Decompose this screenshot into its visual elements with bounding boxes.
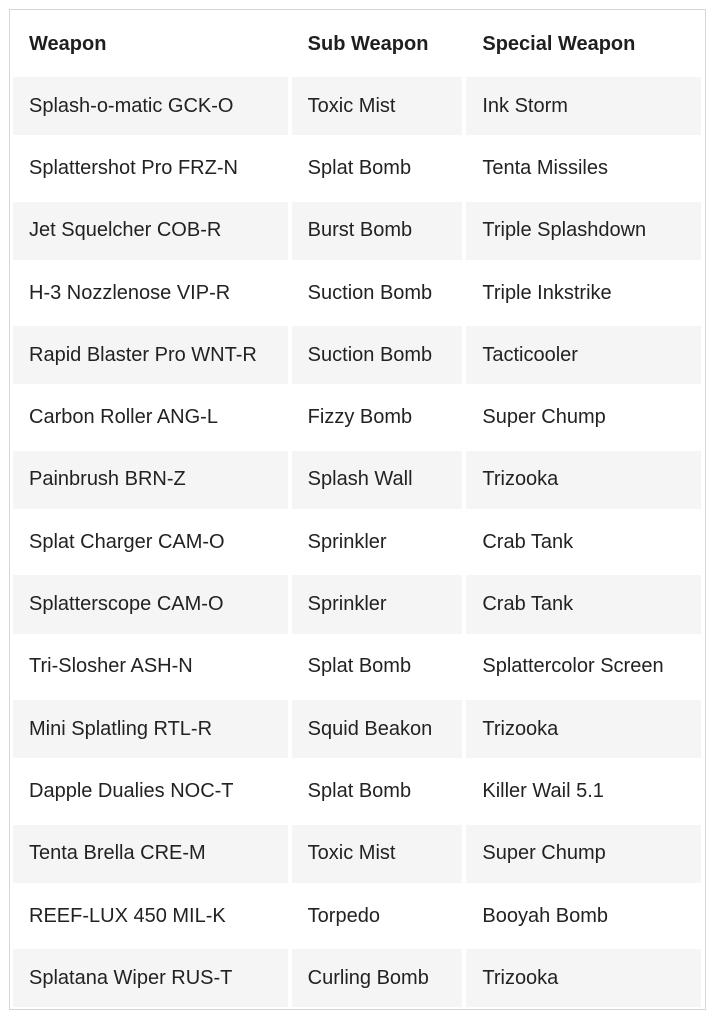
cell-sub-weapon: Fizzy Bomb	[292, 388, 463, 446]
cell-sub-weapon: Sprinkler	[292, 575, 463, 633]
cell-weapon: Mini Splatling RTL-R	[13, 700, 288, 758]
cell-special-weapon: Super Chump	[466, 388, 701, 446]
table-row	[13, 638, 701, 696]
cell-weapon: Splatana Wiper RUS-T	[13, 949, 288, 1007]
cell-weapon: Splattershot Pro FRZ-N	[13, 139, 288, 197]
cell-special-weapon: Trizooka	[466, 949, 701, 1007]
table-row	[13, 700, 701, 758]
cell-special-weapon: Super Chump	[466, 825, 701, 883]
cell-sub-weapon: Splat Bomb	[292, 139, 463, 197]
cell-weapon: Dapple Dualies NOC-T	[13, 762, 288, 820]
table-row	[13, 139, 701, 197]
cell-special-weapon: Triple Splashdown	[466, 202, 701, 260]
weapons-table	[9, 11, 705, 1011]
table-row	[13, 825, 701, 883]
cell-weapon: Painbrush BRN-Z	[13, 451, 288, 509]
table-row	[13, 575, 701, 633]
table-row	[13, 264, 701, 322]
cell-sub-weapon: Splat Bomb	[292, 638, 463, 696]
cell-sub-weapon: Burst Bomb	[292, 202, 463, 260]
cell-sub-weapon: Toxic Mist	[292, 77, 463, 135]
cell-special-weapon: Crab Tank	[466, 513, 701, 571]
cell-sub-weapon: Torpedo	[292, 887, 463, 945]
cell-special-weapon: Ink Storm	[466, 77, 701, 135]
table-row	[13, 949, 701, 1007]
cell-weapon: Jet Squelcher COB-R	[13, 202, 288, 260]
cell-weapon: Tri-Slosher ASH-N	[13, 638, 288, 696]
cell-weapon: Tenta Brella CRE-M	[13, 825, 288, 883]
cell-sub-weapon: Splash Wall	[292, 451, 463, 509]
weapons-table-frame	[9, 9, 706, 1010]
cell-sub-weapon: Suction Bomb	[292, 264, 463, 322]
cell-special-weapon: Tacticooler	[466, 326, 701, 384]
header-row	[13, 15, 701, 73]
cell-special-weapon: Trizooka	[466, 700, 701, 758]
cell-weapon: Carbon Roller ANG-L	[13, 388, 288, 446]
table-row	[13, 77, 701, 135]
table-header	[13, 15, 701, 73]
cell-special-weapon: Crab Tank	[466, 575, 701, 633]
header-sub-weapon: Sub Weapon	[292, 15, 463, 73]
cell-weapon: REEF-LUX 450 MIL-K	[13, 887, 288, 945]
cell-sub-weapon: Curling Bomb	[292, 949, 463, 1007]
cell-weapon: Splatterscope CAM-O	[13, 575, 288, 633]
cell-weapon: H-3 Nozzlenose VIP-R	[13, 264, 288, 322]
table-body	[13, 77, 701, 1007]
table-row	[13, 513, 701, 571]
cell-special-weapon: Tenta Missiles	[466, 139, 701, 197]
cell-special-weapon: Triple Inkstrike	[466, 264, 701, 322]
table-row	[13, 451, 701, 509]
cell-sub-weapon: Suction Bomb	[292, 326, 463, 384]
table-row	[13, 388, 701, 446]
table-row	[13, 202, 701, 260]
cell-weapon: Splat Charger CAM-O	[13, 513, 288, 571]
cell-sub-weapon: Squid Beakon	[292, 700, 463, 758]
cell-sub-weapon: Splat Bomb	[292, 762, 463, 820]
cell-sub-weapon: Toxic Mist	[292, 825, 463, 883]
cell-special-weapon: Splattercolor Screen	[466, 638, 701, 696]
table-row	[13, 762, 701, 820]
cell-special-weapon: Killer Wail 5.1	[466, 762, 701, 820]
cell-sub-weapon: Sprinkler	[292, 513, 463, 571]
cell-special-weapon: Trizooka	[466, 451, 701, 509]
table-row	[13, 887, 701, 945]
table-row	[13, 326, 701, 384]
cell-weapon: Rapid Blaster Pro WNT-R	[13, 326, 288, 384]
header-special-weapon: Special Weapon	[466, 15, 701, 73]
header-weapon: Weapon	[13, 15, 288, 73]
cell-special-weapon: Booyah Bomb	[466, 887, 701, 945]
cell-weapon: Splash-o-matic GCK-O	[13, 77, 288, 135]
